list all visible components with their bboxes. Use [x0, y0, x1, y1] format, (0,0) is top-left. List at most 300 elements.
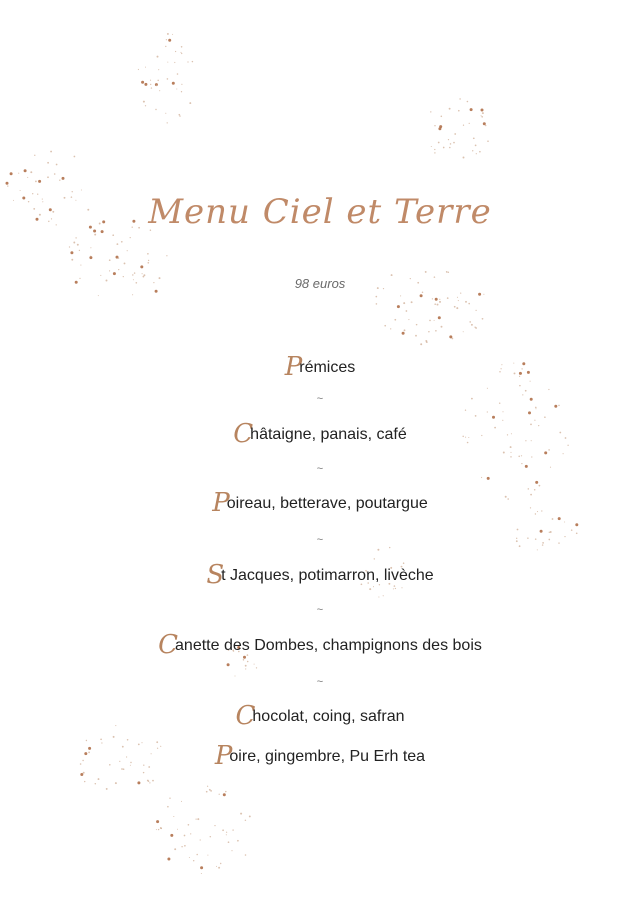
speckle-dot — [184, 845, 186, 847]
speckle-dot — [181, 91, 182, 92]
speckle-dot — [151, 87, 152, 88]
speckle-dot — [510, 452, 511, 453]
speckle-dot — [467, 101, 469, 103]
speckle-dot — [184, 835, 186, 837]
course-text: hocolat, coing, safran — [252, 708, 405, 725]
speckle-dot — [519, 385, 521, 387]
speckle-dot — [528, 411, 531, 414]
speckle-dot — [448, 139, 449, 140]
speckle-dot — [434, 152, 435, 153]
speckle-dot — [140, 265, 143, 268]
course-text: t Jacques, potimarron, livèche — [221, 567, 434, 584]
course-premices — [0, 354, 640, 380]
course-chataigne — [0, 421, 640, 447]
speckle-dot — [402, 332, 405, 335]
speckle-dot — [482, 318, 484, 320]
speckle-dot — [395, 588, 396, 589]
speckle-dot — [47, 162, 49, 164]
speckle-dot — [100, 738, 102, 740]
speckle-dot — [454, 133, 456, 135]
speckle-dot — [245, 665, 247, 667]
speckle-dot — [35, 181, 37, 183]
speckle-dot — [7, 185, 8, 186]
speckle-dot — [132, 294, 133, 295]
speckle-dot — [459, 98, 460, 99]
speckle-dot — [384, 325, 386, 327]
speckle-dot — [404, 329, 406, 331]
speckle-dot — [30, 171, 32, 173]
speckle-dot — [167, 806, 169, 808]
speckle-dot — [6, 182, 9, 185]
speckle-dot — [145, 67, 146, 68]
speckle-dot — [54, 173, 56, 175]
speckle-dot — [75, 237, 76, 238]
speckle-dot — [431, 146, 432, 147]
speckle-dot — [435, 330, 437, 332]
speckle-dot — [177, 73, 179, 75]
speckle-dot — [24, 169, 27, 172]
speckle-dot — [548, 449, 550, 451]
speckle-dot — [458, 110, 460, 112]
speckle-dot — [79, 250, 80, 251]
speckle-dot — [166, 39, 167, 40]
speckle-dot — [411, 301, 413, 303]
speckle-dot — [530, 381, 531, 382]
speckle-dot — [434, 149, 435, 150]
speckle-dot — [457, 297, 458, 298]
speckle-dot — [550, 531, 552, 533]
speckle-dot — [161, 828, 162, 829]
speckle-dot — [471, 324, 473, 326]
speckle-dot — [571, 529, 573, 531]
speckle-dot — [174, 848, 176, 850]
speckle-dot — [400, 295, 401, 296]
speckle-dot — [563, 453, 564, 454]
course-canette — [0, 632, 640, 658]
speckle-dot — [90, 247, 91, 248]
speckle-dot — [449, 108, 451, 110]
speckle-dot — [227, 663, 230, 666]
course-initial: C — [233, 419, 254, 449]
speckle-dot — [201, 873, 202, 874]
course-initial: P — [284, 352, 303, 382]
speckle-dot — [232, 829, 233, 830]
speckle-dot — [207, 786, 208, 787]
speckle-dot — [521, 455, 522, 456]
speckle-dot — [124, 262, 126, 264]
speckle-dot — [155, 109, 156, 110]
speckle-dot — [558, 517, 561, 520]
speckle-dot — [463, 125, 464, 126]
speckle-dot — [434, 303, 436, 305]
speckle-dot — [181, 84, 182, 85]
course-separator: ~ — [316, 676, 324, 688]
speckle-dot — [420, 294, 423, 297]
course-initial: C — [158, 630, 179, 660]
speckle-dot — [112, 234, 114, 236]
speckle-dot — [167, 78, 169, 80]
speckle-dot — [218, 867, 220, 869]
speckle-dot — [390, 328, 391, 329]
speckle-dot — [172, 34, 173, 35]
speckle-dot — [165, 113, 166, 114]
speckle-dot — [196, 854, 198, 856]
speckle-dot — [425, 271, 427, 273]
speckle-dot — [478, 293, 481, 296]
course-separator: ~ — [316, 463, 324, 475]
speckle-dot — [166, 255, 167, 256]
speckle-dot — [458, 300, 459, 301]
speckle-dot — [449, 147, 451, 149]
speckle-dot — [220, 863, 221, 864]
speckle-dot — [429, 320, 431, 322]
speckle-dot — [231, 850, 232, 851]
speckle-dot — [197, 818, 199, 820]
speckle-dot — [148, 260, 149, 261]
course-text: oireau, betterave, poutargue — [226, 495, 428, 512]
speckle-dot — [487, 388, 488, 389]
menu-price: 98 euros — [294, 276, 346, 291]
speckle-dot — [226, 834, 227, 835]
speckle-dot — [187, 61, 188, 62]
speckle-dot — [518, 456, 520, 458]
speckle-dot — [95, 783, 96, 784]
speckle-dot — [150, 80, 151, 81]
speckle-dot — [86, 740, 87, 741]
speckle-dot — [109, 270, 110, 271]
speckle-dot — [47, 176, 49, 178]
speckle-dot — [145, 105, 146, 106]
speckle-dot — [226, 832, 227, 833]
speckle-dot — [481, 116, 483, 118]
speckle-dot — [144, 83, 147, 86]
speckle-dot — [98, 778, 100, 780]
speckle-dot — [549, 532, 550, 533]
speckle-dot — [475, 145, 477, 147]
speckle-dot — [121, 241, 123, 243]
speckle-dot — [10, 172, 13, 175]
speckle-dot — [157, 80, 158, 81]
speckle-dot — [469, 123, 470, 124]
speckle-dot — [176, 88, 177, 89]
speckle-dot — [156, 820, 159, 823]
speckle-dot — [443, 147, 445, 149]
speckle-dot — [200, 866, 203, 869]
speckle-dot — [159, 90, 160, 91]
speckle-dot — [18, 173, 19, 174]
speckle-dot — [180, 52, 181, 53]
speckle-dot — [437, 304, 439, 306]
course-poire — [0, 743, 640, 769]
speckle-dot — [460, 292, 461, 293]
speckle-dot — [438, 142, 440, 144]
speckle-dot — [452, 338, 454, 340]
speckle-dot — [189, 102, 191, 104]
speckle-dot — [475, 310, 476, 311]
speckle-dot — [158, 69, 159, 70]
speckle-dot — [71, 259, 73, 261]
speckle-dot — [548, 389, 549, 390]
speckle-dot — [483, 122, 486, 125]
speckle-dot — [206, 791, 208, 793]
speckle-dot — [142, 273, 143, 274]
speckle-dot — [475, 415, 477, 417]
speckle-dot — [172, 82, 175, 85]
speckle-dot — [190, 833, 191, 834]
speckle-dot — [175, 51, 176, 52]
speckle-dot — [492, 416, 495, 419]
speckle-dot — [446, 271, 448, 273]
speckle-dot — [181, 846, 182, 847]
speckle-dot — [138, 69, 139, 70]
speckle-dot — [189, 857, 190, 858]
speckle-dot — [150, 84, 151, 85]
speckle-dot — [143, 101, 145, 103]
speckle-dot — [454, 306, 456, 308]
speckle-dot — [56, 164, 58, 166]
speckle-dot — [223, 793, 226, 796]
speckle-dot — [147, 253, 149, 255]
speckle-dot — [389, 547, 390, 548]
speckle-dot — [434, 320, 435, 321]
speckle-dot — [84, 781, 85, 782]
course-chocolat — [0, 703, 640, 729]
speckle-dot — [27, 177, 28, 178]
speckle-dot — [81, 190, 82, 191]
speckle-dot — [510, 456, 511, 457]
course-text: hâtaigne, panais, café — [250, 426, 407, 443]
speckle-dot — [453, 142, 455, 144]
speckle-dot — [116, 243, 118, 245]
speckle-dot — [228, 841, 230, 843]
speckle-dot — [245, 820, 246, 821]
speckle-dot — [70, 251, 73, 254]
menu-title: Menu Ciel et Terre — [148, 192, 492, 232]
speckle-dot — [439, 299, 440, 300]
course-initial: C — [235, 701, 256, 731]
speckle-dot — [115, 782, 117, 784]
speckle-dot — [383, 595, 384, 596]
course-initial: P — [214, 741, 233, 771]
speckle-dot — [192, 61, 193, 62]
speckle-dot — [481, 115, 482, 116]
course-text: oire, gingembre, Pu Erh tea — [229, 748, 426, 765]
speckle-dot — [109, 259, 111, 261]
speckle-dot — [441, 326, 443, 328]
speckle-dot — [465, 301, 467, 303]
speckle-dot — [473, 137, 475, 139]
speckle-dot — [536, 408, 537, 409]
speckle-dot — [38, 180, 41, 183]
speckle-dot — [80, 773, 83, 776]
speckle-dot — [397, 305, 400, 308]
speckle-dot — [240, 813, 242, 815]
speckle-dot — [167, 858, 170, 861]
speckle-dot — [420, 343, 422, 345]
course-separator: ~ — [316, 393, 324, 405]
speckle-dot — [456, 307, 458, 309]
speckle-dot — [447, 297, 449, 299]
speckle-dot — [113, 272, 116, 275]
speckle-dot — [20, 190, 21, 191]
speckle-dot — [537, 549, 538, 550]
speckle-dot — [377, 549, 379, 551]
speckle-dot — [34, 155, 35, 156]
speckle-dot — [170, 834, 173, 837]
speckle-dot — [141, 81, 144, 84]
speckle-dot — [256, 667, 257, 668]
speckle-dot — [77, 244, 79, 246]
course-initial: S — [206, 560, 225, 590]
speckle-dot — [50, 151, 52, 153]
speckle-dot — [544, 451, 547, 454]
speckle-dot — [479, 151, 481, 153]
speckle-dot — [441, 116, 443, 118]
speckle-dot — [169, 797, 170, 798]
speckle-dot — [415, 335, 417, 337]
speckle-dot — [465, 410, 466, 411]
speckle-dot — [127, 739, 129, 741]
speckle-dot — [74, 156, 76, 158]
speckle-dot — [156, 829, 157, 830]
speckle-dot — [502, 411, 503, 412]
speckle-dot — [369, 588, 371, 590]
speckle-dot — [127, 250, 128, 251]
speckle-dot — [188, 824, 190, 826]
speckle-dot — [118, 269, 119, 270]
speckle-dot — [106, 788, 108, 790]
speckle-dot — [83, 772, 85, 774]
speckle-dot — [393, 588, 394, 589]
speckle-dot — [214, 825, 215, 826]
speckle-dot — [481, 109, 484, 112]
speckle-dot — [178, 114, 180, 116]
speckle-dot — [59, 179, 60, 180]
speckle-dot — [450, 143, 452, 145]
speckle-dot — [378, 596, 379, 597]
speckle-dot — [237, 840, 239, 842]
speckle-dot — [179, 115, 180, 116]
speckle-dot — [167, 62, 168, 63]
speckle-dot — [167, 33, 169, 35]
speckle-dot — [470, 108, 473, 111]
speckle-dot — [98, 295, 99, 296]
speckle-dot — [210, 790, 212, 792]
speckle-dot — [94, 234, 96, 236]
speckle-dot — [148, 781, 149, 782]
speckle-dot — [210, 836, 211, 837]
speckle-dot — [247, 661, 249, 663]
speckle-dot — [564, 522, 565, 523]
speckle-dot — [193, 860, 194, 861]
course-text: anette des Dombes, champignons des bois — [175, 637, 482, 654]
speckle-dot — [80, 265, 81, 266]
speckle-dot — [434, 125, 435, 126]
speckle-dot — [554, 405, 557, 408]
speckle-dot — [167, 122, 168, 123]
course-separator: ~ — [316, 604, 324, 616]
speckle-dot — [428, 331, 429, 332]
speckle-dot — [435, 298, 438, 301]
speckle-dot — [475, 327, 477, 329]
speckle-dot — [487, 477, 490, 480]
speckle-dot — [535, 407, 537, 409]
speckle-dot — [483, 294, 484, 295]
speckle-dot — [425, 340, 427, 342]
speckle-dot — [243, 659, 245, 661]
speckle-dot — [403, 302, 405, 304]
course-st-jacques — [0, 562, 640, 588]
speckle-dot — [156, 85, 157, 86]
speckle-dot — [430, 111, 431, 112]
speckle-dot — [376, 296, 378, 298]
speckle-dot — [177, 829, 178, 830]
speckle-dot — [485, 125, 486, 126]
speckle-dot — [539, 485, 541, 487]
speckle-dot — [448, 271, 450, 273]
speckle-dot — [181, 46, 183, 48]
speckle-dot — [439, 301, 441, 303]
speckle-dot — [196, 819, 197, 820]
speckle-dot — [487, 140, 489, 142]
speckle-dot — [482, 112, 484, 114]
speckle-dot — [463, 157, 465, 159]
speckle-dot — [406, 310, 408, 312]
speckle-dot — [62, 177, 65, 180]
speckle-dot — [200, 839, 201, 840]
speckle-dot — [69, 246, 70, 247]
speckle-dot — [481, 477, 482, 478]
speckle-dot — [517, 529, 519, 531]
speckle-dot — [181, 801, 182, 802]
speckle-dot — [174, 62, 175, 63]
speckle-dot — [422, 292, 424, 294]
course-poireau — [0, 490, 640, 516]
speckle-dot — [487, 411, 488, 412]
speckle-dot — [531, 456, 532, 457]
speckle-dot — [254, 664, 255, 665]
speckle-dot — [535, 481, 538, 484]
course-initial: P — [212, 488, 230, 518]
speckle-dot — [147, 262, 149, 264]
speckle-dot — [376, 303, 378, 305]
speckle-dot — [408, 319, 409, 320]
speckle-dot — [472, 150, 473, 151]
speckle-dot — [552, 518, 554, 520]
speckle-dot — [463, 331, 464, 332]
speckle-dot — [225, 791, 226, 792]
speckle-dot — [525, 390, 527, 392]
speckle-dot — [158, 829, 159, 830]
speckle-dot — [165, 46, 166, 47]
course-separator: ~ — [316, 534, 324, 546]
speckle-dot — [575, 523, 578, 526]
speckle-dot — [249, 815, 251, 817]
speckle-dot — [113, 736, 115, 738]
speckle-dot — [216, 866, 217, 867]
speckle-dot — [173, 816, 174, 817]
speckle-dot — [540, 530, 543, 533]
speckle-dot — [168, 39, 171, 42]
speckle-dot — [469, 321, 471, 323]
speckle-dot — [130, 237, 131, 238]
speckle-dot — [438, 316, 441, 319]
speckle-dot — [143, 772, 144, 773]
course-text: rémices — [299, 359, 356, 376]
speckle-dot — [149, 782, 150, 783]
speckle-dot — [394, 319, 396, 321]
speckle-dot — [416, 324, 418, 326]
